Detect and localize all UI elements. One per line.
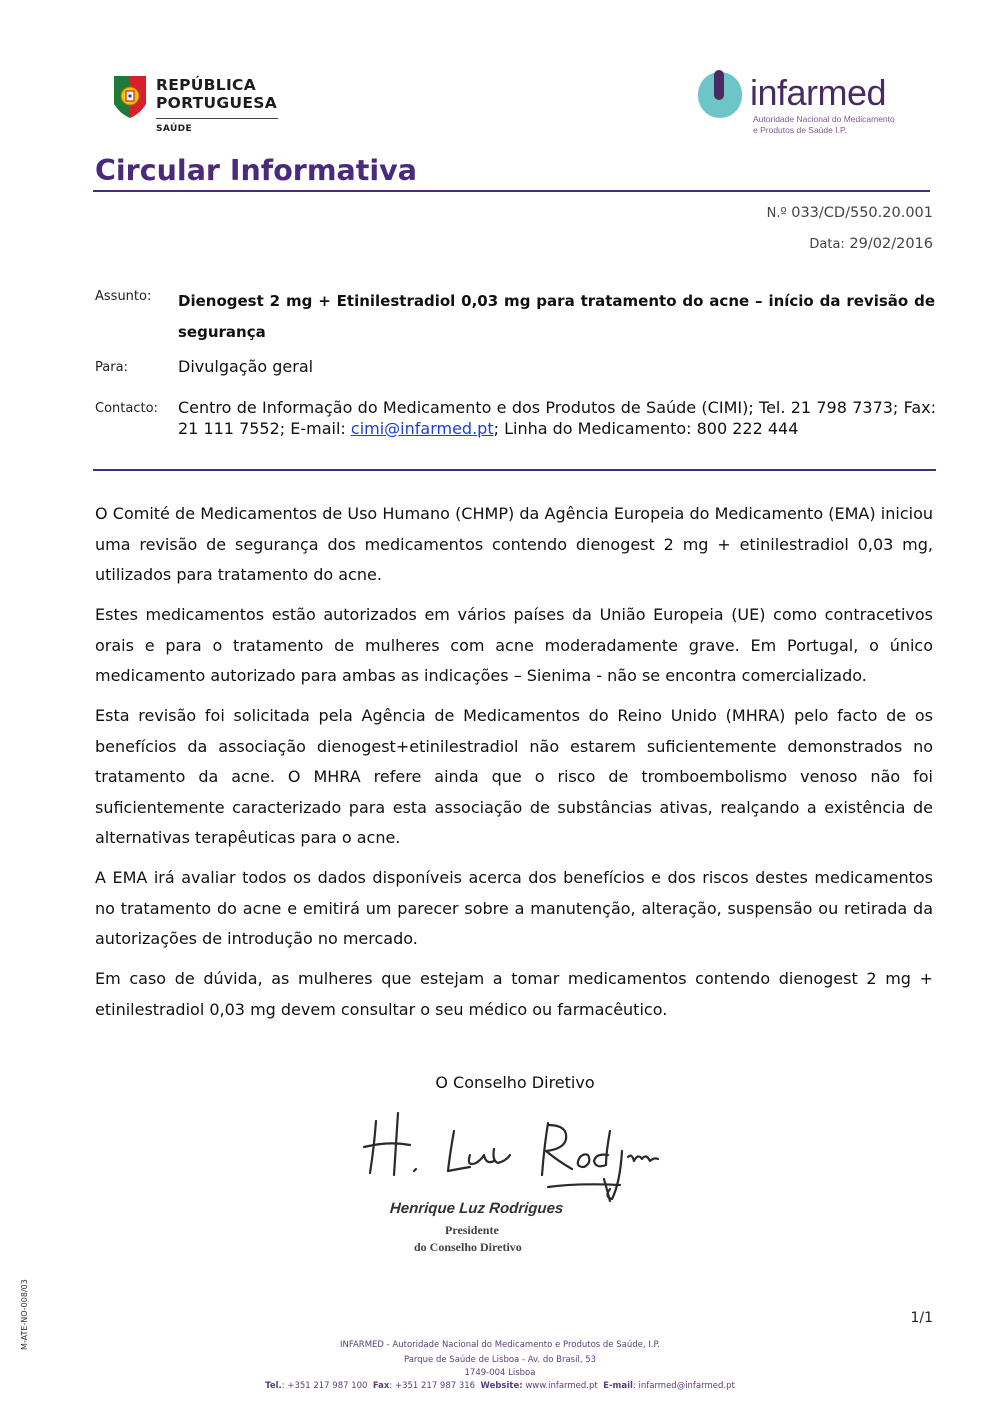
- agency-tagline-line2: e Produtos de Saúde I.P.: [753, 125, 847, 135]
- contacto-text-before: Centro de Informação do Medicamento e dos Produtos de Saúde (CIMI); Tel. 21 798 7373; Fax: 21 111 7552; E-mail:: [178, 398, 936, 438]
- footer-tel: : +351 217 987 100: [281, 1381, 368, 1391]
- gov-divider: [156, 118, 278, 119]
- footer-email-label: E-mail: [603, 1381, 633, 1391]
- footer-fax-label: Fax: [372, 1381, 390, 1391]
- gov-line2: PORTUGUESA: [156, 94, 277, 112]
- footer-agency: INFARMED - Autoridade Nacional do Medicamento e Produtos de Saúde, I.P.: [340, 1340, 660, 1350]
- footer-contacts: [0, 1381, 1000, 1391]
- footer-address: Parque de Saúde de Lisboa - Av. do Brasil, 53: [403, 1355, 597, 1365]
- para-label: Para:: [95, 360, 128, 375]
- assunto-value: Dienogest 2 mg + Etinilestradiol 0,03 mg para tratamento do acne – início da revisão de segurança: [178, 292, 935, 341]
- portuguese-flag-emblem-icon: [110, 74, 150, 120]
- circular-number-label: N.º: [766, 206, 787, 221]
- footer-web-label: Website:: [480, 1381, 523, 1391]
- footer-tel-label: Tel.: [265, 1381, 282, 1391]
- form-code: M-ATE-NO-008/03: [20, 1279, 29, 1350]
- body-paragraph: Em caso de dúvida, as mulheres que estejam a tomar medicamentos contendo dienogest 2 mg + etinilestradiol 0,03 mg devem consultar o seu médico ou farmacêutico.: [95, 969, 933, 1019]
- title-divider: [93, 190, 930, 192]
- contacto-value: [178, 398, 936, 439]
- page-number: 1/1: [910, 1310, 933, 1326]
- gov-line1: REPÚBLICA: [156, 76, 256, 94]
- body-paragraph: Esta revisão foi solicitada pela Agência de Medicamentos do Reino Unido (MHRA) pelo facto de os benefícios da associação dienogest+etinilestradiol não estarem suficientemente demonstrados no tratamento da acne. O MHRA refere ainda que o risco de tromboembolismo venoso não foi suficientemente caracterizado para esta associação de substâncias ativas, realçando a existência de alternativas terapêuticas para o acne.: [95, 706, 933, 847]
- agency-tagline-line1: Autoridade Nacional do Medicamento: [753, 114, 895, 124]
- footer-fax: : +351 217 987 316: [389, 1381, 476, 1391]
- body-paragraph: A EMA irá avaliar todos os dados disponíveis acerca dos benefícios e dos riscos destes medicamentos no tratamento do acne e emitirá um parecer sobre a manutenção, alteração, suspensão ou retirada da autorizações de introdução no mercado.: [95, 868, 933, 948]
- closing-text: O Conselho Diretivo: [435, 1073, 595, 1092]
- signer-role: Presidente: [445, 1223, 499, 1237]
- document-body: [95, 499, 933, 1035]
- handwritten-signature: [358, 1103, 663, 1203]
- footer-website-link[interactable]: www.infarmed.pt: [522, 1381, 598, 1391]
- body-paragraph: Estes medicamentos estão autorizados em vários países da União Europeia (UE) como contracetivos orais e para o tratamento de mulheres com acne moderadamente grave. Em Portugal, o único medicamento autorizado para ambas as indicações – Sienima - não se encontra comercializado.: [95, 605, 933, 685]
- circular-number: [767, 205, 933, 221]
- footer-postcode: 1749-004 Lisboa: [464, 1368, 536, 1378]
- agency-wordmark: infarmed: [750, 72, 887, 113]
- infarmed-logo: [696, 70, 906, 140]
- contact-email-link[interactable]: cimi@infarmed.pt: [350, 418, 494, 438]
- circular-number-value: 033/CD/550.20.001: [791, 205, 933, 221]
- date-label: Data:: [809, 237, 845, 252]
- infarmed-mark-icon: [696, 70, 744, 120]
- contacto-text-after: ; Linha do Medicamento: 800 222 444: [493, 418, 799, 438]
- date-value: 29/02/2016: [849, 236, 933, 252]
- body-paragraph: O Comité de Medicamentos de Uso Humano (CHMP) da Agência Europeia do Medicamento (EMA) iniciou uma revisão de segurança dos medicamentos contendo dienogest 2 mg + etinilestradiol 0,03 mg, utilizados para tratamento do acne.: [95, 504, 933, 584]
- republica-portuguesa-logo: [110, 72, 285, 138]
- para-value: Divulgação geral: [178, 357, 314, 376]
- assunto-label: Assunto:: [95, 289, 152, 304]
- signer-name: Henrique Luz Rodrigues: [389, 1200, 564, 1217]
- footer-email-link[interactable]: : infarmed@infarmed.pt: [632, 1381, 735, 1391]
- gov-ministry: SAÚDE: [156, 124, 193, 134]
- contacto-label: Contacto:: [95, 401, 158, 416]
- circular-date: [809, 236, 933, 252]
- document-title: Circular Informativa: [95, 154, 417, 187]
- meta-divider: [93, 469, 936, 471]
- signer-body: do Conselho Diretivo: [414, 1240, 522, 1254]
